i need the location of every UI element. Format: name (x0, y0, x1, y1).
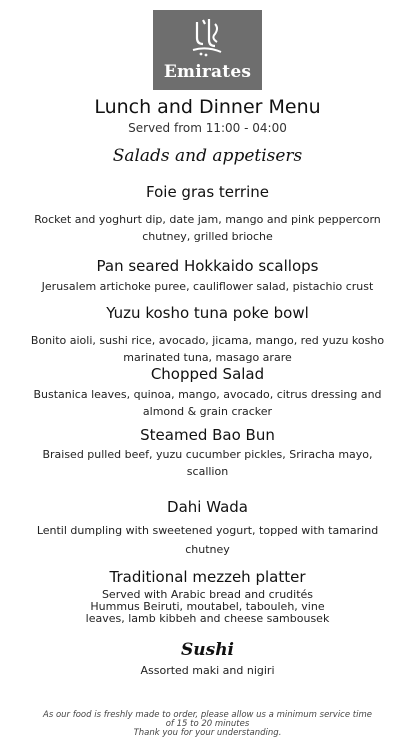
dish-name: Chopped Salad (150, 365, 265, 383)
section-heading-salads: Salads and appetisers (112, 146, 303, 166)
dish-description: leaves, lamb kibbeh and cheese sambousek (85, 612, 330, 625)
dish-name: Yuzu kosho tuna poke bowl (106, 304, 309, 322)
dish-description: Served with Arabic bread and crudités (101, 588, 314, 601)
emirates-calligraphy-emblem (189, 16, 225, 60)
footer-note: of 15 to 20 minutes (165, 719, 250, 729)
dish-description: Assorted maki and nigiri (140, 664, 275, 677)
brand-name: Emirates (163, 62, 252, 82)
dish-name: Steamed Bao Bun (140, 426, 275, 444)
dish-description: almond & grain cracker (142, 405, 273, 418)
dish-description: Lentil dumpling with sweetened yogurt, topped with tamarind (36, 524, 379, 537)
dish-name: Dahi Wada (167, 498, 248, 516)
emirates-logo (153, 10, 262, 90)
dish-description: Hummus Beiruti, moutabel, tabouleh, vine (90, 600, 325, 613)
dish-name: Traditional mezzeh platter (109, 568, 306, 586)
dish-name: Pan seared Hokkaido scallops (96, 257, 319, 275)
dish-name: Foie gras terrine (146, 183, 269, 201)
menu-title: Lunch and Dinner Menu (94, 96, 321, 118)
footer-note: Thank you for your understanding. (133, 728, 282, 738)
dish-description: Jerusalem artichoke puree, cauliflower salad, pistachio crust (41, 280, 374, 293)
dish-description: chutney (185, 543, 230, 556)
dish-description: Braised pulled beef, yuzu cucumber pickles, Sriracha mayo, (42, 448, 373, 461)
dish-description: chutney, grilled brioche (142, 230, 273, 243)
dish-description: Bustanica leaves, quinoa, mango, avocado, citrus dressing and (33, 388, 382, 401)
footer-note: As our food is freshly made to order, please allow us a minimum service time (43, 710, 372, 720)
served-hours: Served from 11:00 - 04:00 (128, 121, 287, 135)
dish-description: scallion (186, 465, 229, 478)
dish-description: Rocket and yoghurt dip, date jam, mango and pink peppercorn (34, 213, 381, 226)
dish-description: marinated tuna, masago arare (123, 351, 292, 364)
section-heading-sushi: Sushi (180, 640, 235, 660)
dish-description: Bonito aioli, sushi rice, avocado, jicama, mango, red yuzu kosho (30, 334, 385, 347)
